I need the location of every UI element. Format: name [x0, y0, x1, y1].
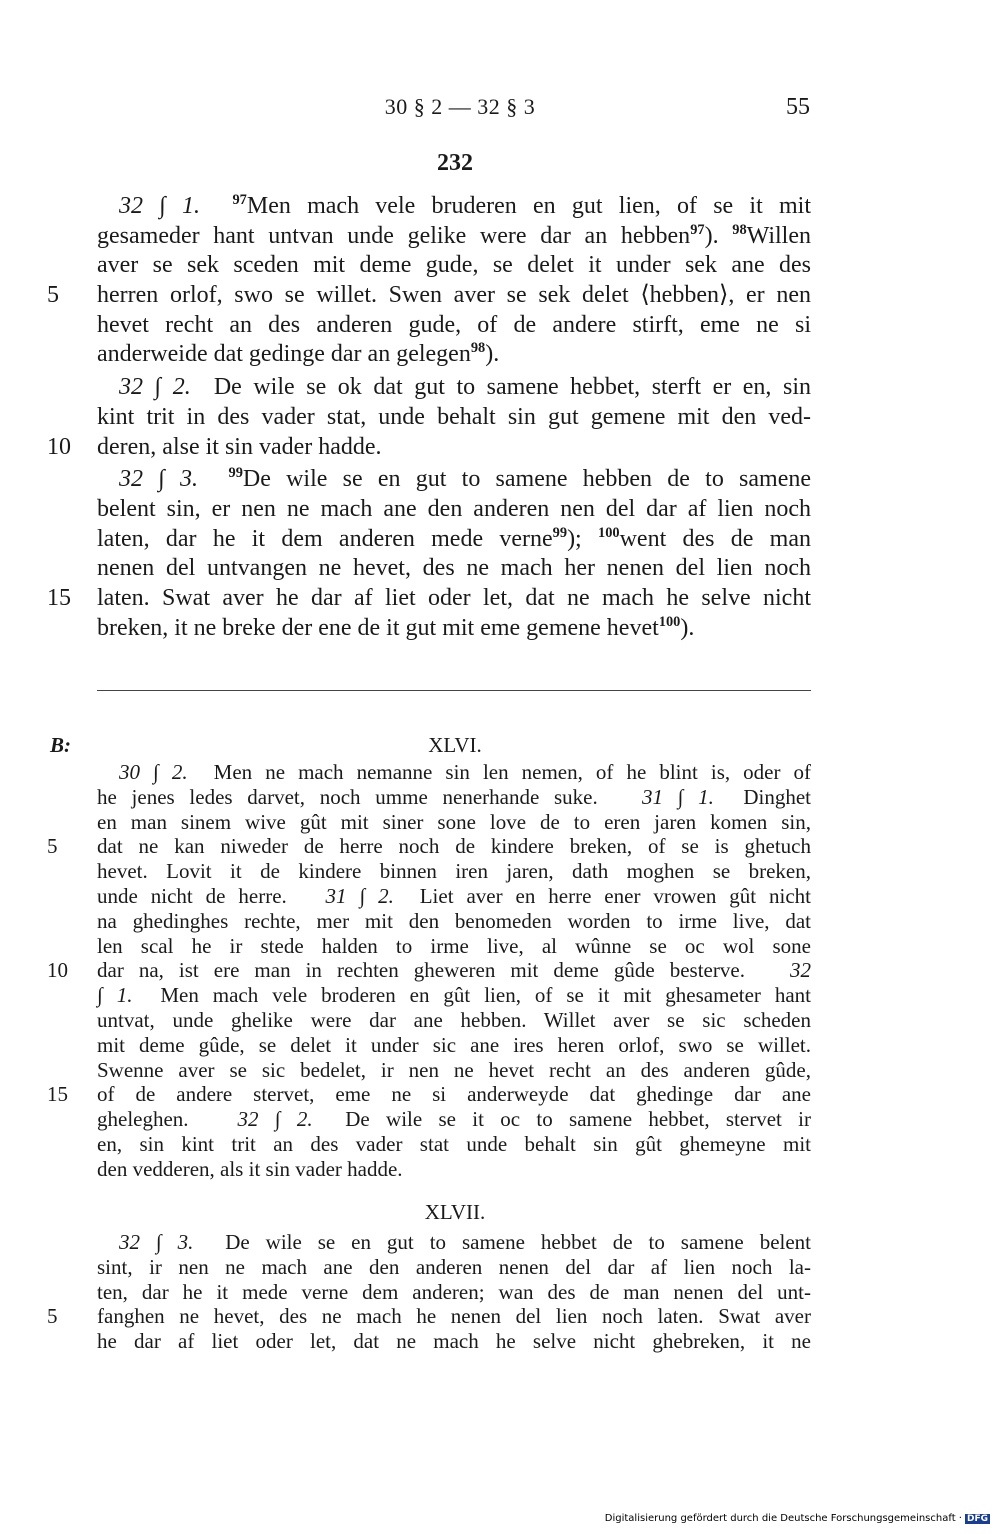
line-text: De wile se en gut to samene hebben de to samene — [242, 466, 812, 493]
variant-text-block-c — [47, 1230, 811, 1354]
text-line — [97, 495, 811, 525]
text-line — [97, 983, 811, 1008]
footnote-marker: 97 — [232, 192, 247, 208]
line-text: Swenne aver se sic bedelet, ir nen ne hevet recht an des anderen gûde, — [97, 1057, 811, 1082]
line-text: untvat, unde ghelike were dar ane hebben. Willet aver se sic scheden — [97, 1007, 811, 1032]
footnote-marker: 100 — [598, 524, 620, 541]
text-line — [97, 1280, 811, 1305]
text-line — [97, 311, 811, 341]
line-text: nenen del untvangen ne hevet, des ne mach her nenen del lien noch — [97, 555, 811, 582]
line-text: en, sin kint trit an des vader stat unde behalt sin gût ghemeyne mit — [97, 1131, 811, 1156]
line-text: dat ne kan niweder de herre noch de kindere breken, of se is ghetuch — [97, 834, 811, 859]
section-ref: 32 ∫ 2. — [237, 1107, 313, 1132]
line-text: na ghedinghes rechte, mer mit den benomeden worden to irme live, dat — [97, 908, 811, 933]
line-text: gesameder hant untvan unde gelike were dar an hebben — [97, 222, 691, 249]
line-number: 10 — [47, 433, 71, 460]
line-text: fanghen ne hevet, des ne mach he nenen del lien noch laten. Swat aver — [97, 1304, 811, 1329]
line-number: 10 — [47, 958, 68, 983]
line-text: len scal he ir stede halden to irme live, al wûnne se oc wol sone — [97, 933, 811, 958]
text-line — [97, 909, 811, 934]
line-text: Liet aver en herre ener vrowen gût nicht — [419, 883, 812, 908]
digitization-credit — [605, 1513, 990, 1524]
line-text: Men ne mach nemanne sin len nemen, of he blint is, oder of — [213, 760, 811, 784]
section-ref: 32 — [790, 958, 811, 983]
line-text: De wile se ok dat gut to samene hebbet, sterft er en, sin — [213, 374, 811, 401]
page-number: 55 — [786, 94, 810, 120]
line-text: De wile se en gut to samene hebbet de to samene belent — [225, 1230, 811, 1254]
line-text: he jenes ledes darvet, noch umme nenerhande suke. — [97, 784, 598, 809]
line-text: De wile se it oc to samene hebbet, stervet ir — [345, 1107, 811, 1132]
text-line — [97, 192, 811, 222]
line-text: anderweide dat gedinge dar an gelegen — [97, 341, 471, 368]
manuscript-siglum: B: — [50, 733, 71, 757]
line-text: belent sin, er nen ne mach ane den anderen nen del dar af lien noch — [97, 495, 811, 522]
running-header — [0, 94, 1000, 128]
text-line — [47, 433, 811, 463]
dfg-logo: DFG — [966, 1514, 988, 1524]
text-line — [47, 834, 811, 859]
line-number: 5 — [47, 1304, 58, 1329]
line-number: 5 — [47, 834, 58, 859]
line-text: herren orlof, swo se willet. Swen aver se sek delet ⟨hebben⟩, er nen — [97, 282, 811, 309]
text-line — [97, 1255, 811, 1280]
line-text: ten, dar he it mede verne dem anderen; wan des de man nenen del unt- — [97, 1279, 811, 1304]
line-text: den vedderen, als it sin vader hadde. — [97, 1156, 403, 1181]
line-text: sint, ir nen ne mach ane den anderen nenen del dar af lien noch la- — [97, 1254, 811, 1279]
paragraph-32-1 — [47, 192, 811, 370]
footnote-marker: 97 — [690, 221, 705, 238]
text-line — [97, 1033, 811, 1058]
text-line — [97, 465, 811, 495]
section-ref: 30 ∫ 2. — [119, 760, 188, 784]
text-line — [97, 403, 811, 433]
section-number: 232 — [437, 150, 473, 176]
line-text: dar na, ist ere man in rechten gheweren mit deme gûde besterve. — [97, 958, 745, 983]
line-text: ); — [567, 525, 598, 552]
line-text: Men mach vele broderen en gût lien, of se it mit ghesameter hant — [160, 983, 812, 1008]
text-line — [97, 1058, 811, 1083]
text-line — [97, 373, 811, 403]
footnote-marker: 98 — [470, 340, 486, 357]
line-text: mit deme gûde, se delet it under sic ane ires heren orlof, swo se willet. — [97, 1032, 811, 1057]
line-text: he dar af liet oder let, dat ne mach he selve nicht ghebreken, it ne — [97, 1329, 811, 1354]
text-line — [47, 1304, 811, 1329]
text-line — [47, 1082, 811, 1107]
section-ref: 32 ∫ 3. — [119, 466, 199, 493]
text-line — [97, 525, 811, 555]
text-line — [97, 251, 811, 281]
text-line — [47, 584, 811, 614]
section-ref: 32 ∫ 1. — [119, 193, 201, 219]
text-line — [97, 884, 811, 909]
line-text: breken, it ne breke der ene de it gut mit eme gemene hevet — [97, 614, 659, 641]
line-text: went des de man — [619, 525, 812, 552]
section-ref: 31 ∫ 2. — [325, 883, 394, 908]
line-text: ). — [704, 222, 733, 249]
text-line — [97, 1157, 811, 1182]
section-ref: ∫ 1. — [97, 983, 133, 1008]
line-number: 15 — [47, 1082, 68, 1107]
section-ref: 31 ∫ 1. — [641, 784, 714, 809]
footnote-marker: 98 — [732, 221, 747, 238]
line-text: laten. Swat aver he dar af liet oder let, dat ne mach he selve nicht — [97, 584, 811, 611]
credit-text: Digitalisierung gefördert durch die Deutsche Forschungsgemeinschaft · — [604, 1513, 962, 1524]
text-line — [97, 1230, 811, 1255]
chapter-heading-46: XLVI. — [428, 733, 482, 757]
variant-text-block-b — [47, 760, 812, 1182]
text-line — [97, 554, 811, 584]
line-text: hevet recht an des anderen gude, of de andere stirft, eme ne si — [97, 311, 811, 338]
footnote-marker: 100 — [658, 613, 681, 630]
line-number: 15 — [47, 584, 71, 611]
line-text: deren, alse it sin vader hadde. — [97, 433, 382, 460]
line-number: 5 — [47, 282, 59, 309]
line-text: kint trit in des vader stat, unde behalt sin gut gemene mit den ved- — [97, 403, 811, 430]
text-line — [97, 934, 811, 959]
chapter-heading-47: XLVII. — [424, 1200, 486, 1224]
text-line — [97, 760, 811, 785]
text-line — [97, 859, 811, 884]
footnote-marker: 99 — [552, 524, 568, 541]
paragraph-32-2 — [47, 373, 811, 462]
line-text: Willen — [746, 222, 811, 249]
text-line — [97, 340, 811, 370]
paragraph-32-3 — [47, 465, 812, 643]
line-text: gheleghen. — [97, 1107, 189, 1132]
line-text: hevet. Lovit it de kindere binnen iren jaren, dath moghen se breken, — [97, 859, 811, 884]
text-line — [97, 1132, 811, 1157]
text-line — [47, 958, 811, 983]
text-line — [97, 810, 811, 835]
text-line — [97, 1107, 811, 1132]
line-text: laten, dar he it dem anderen mede verne — [97, 525, 553, 552]
section-ref: 32 ∫ 2. — [119, 374, 191, 401]
text-line — [97, 614, 811, 644]
line-text: of de andere stervet, eme ne si anderweyde dat ghedinge dar ane — [97, 1082, 811, 1107]
line-text: Dinghet — [743, 784, 812, 809]
text-line — [97, 1008, 811, 1033]
line-text: unde nicht de herre. — [97, 883, 287, 908]
line-text: en man sinem wive gût mit siner sone love de to eren jaren komen sin, — [97, 809, 811, 834]
running-title: 30 § 2 — 32 § 3 — [384, 94, 536, 119]
footnote-marker: 99 — [228, 465, 243, 482]
line-text: ). — [680, 614, 695, 641]
text-line — [47, 281, 811, 311]
text-line — [97, 785, 811, 810]
line-text: ). — [485, 341, 500, 368]
line-text: Men mach vele bruderen en gut lien, of se it mit — [246, 193, 811, 219]
text-line — [97, 1329, 811, 1354]
line-text: aver se sek sceden mit deme gude, se delet it under sek ane des — [97, 252, 811, 279]
text-line — [97, 222, 811, 252]
section-divider — [97, 690, 811, 691]
section-ref: 32 ∫ 3. — [119, 1230, 194, 1254]
main-text-block — [47, 192, 812, 646]
